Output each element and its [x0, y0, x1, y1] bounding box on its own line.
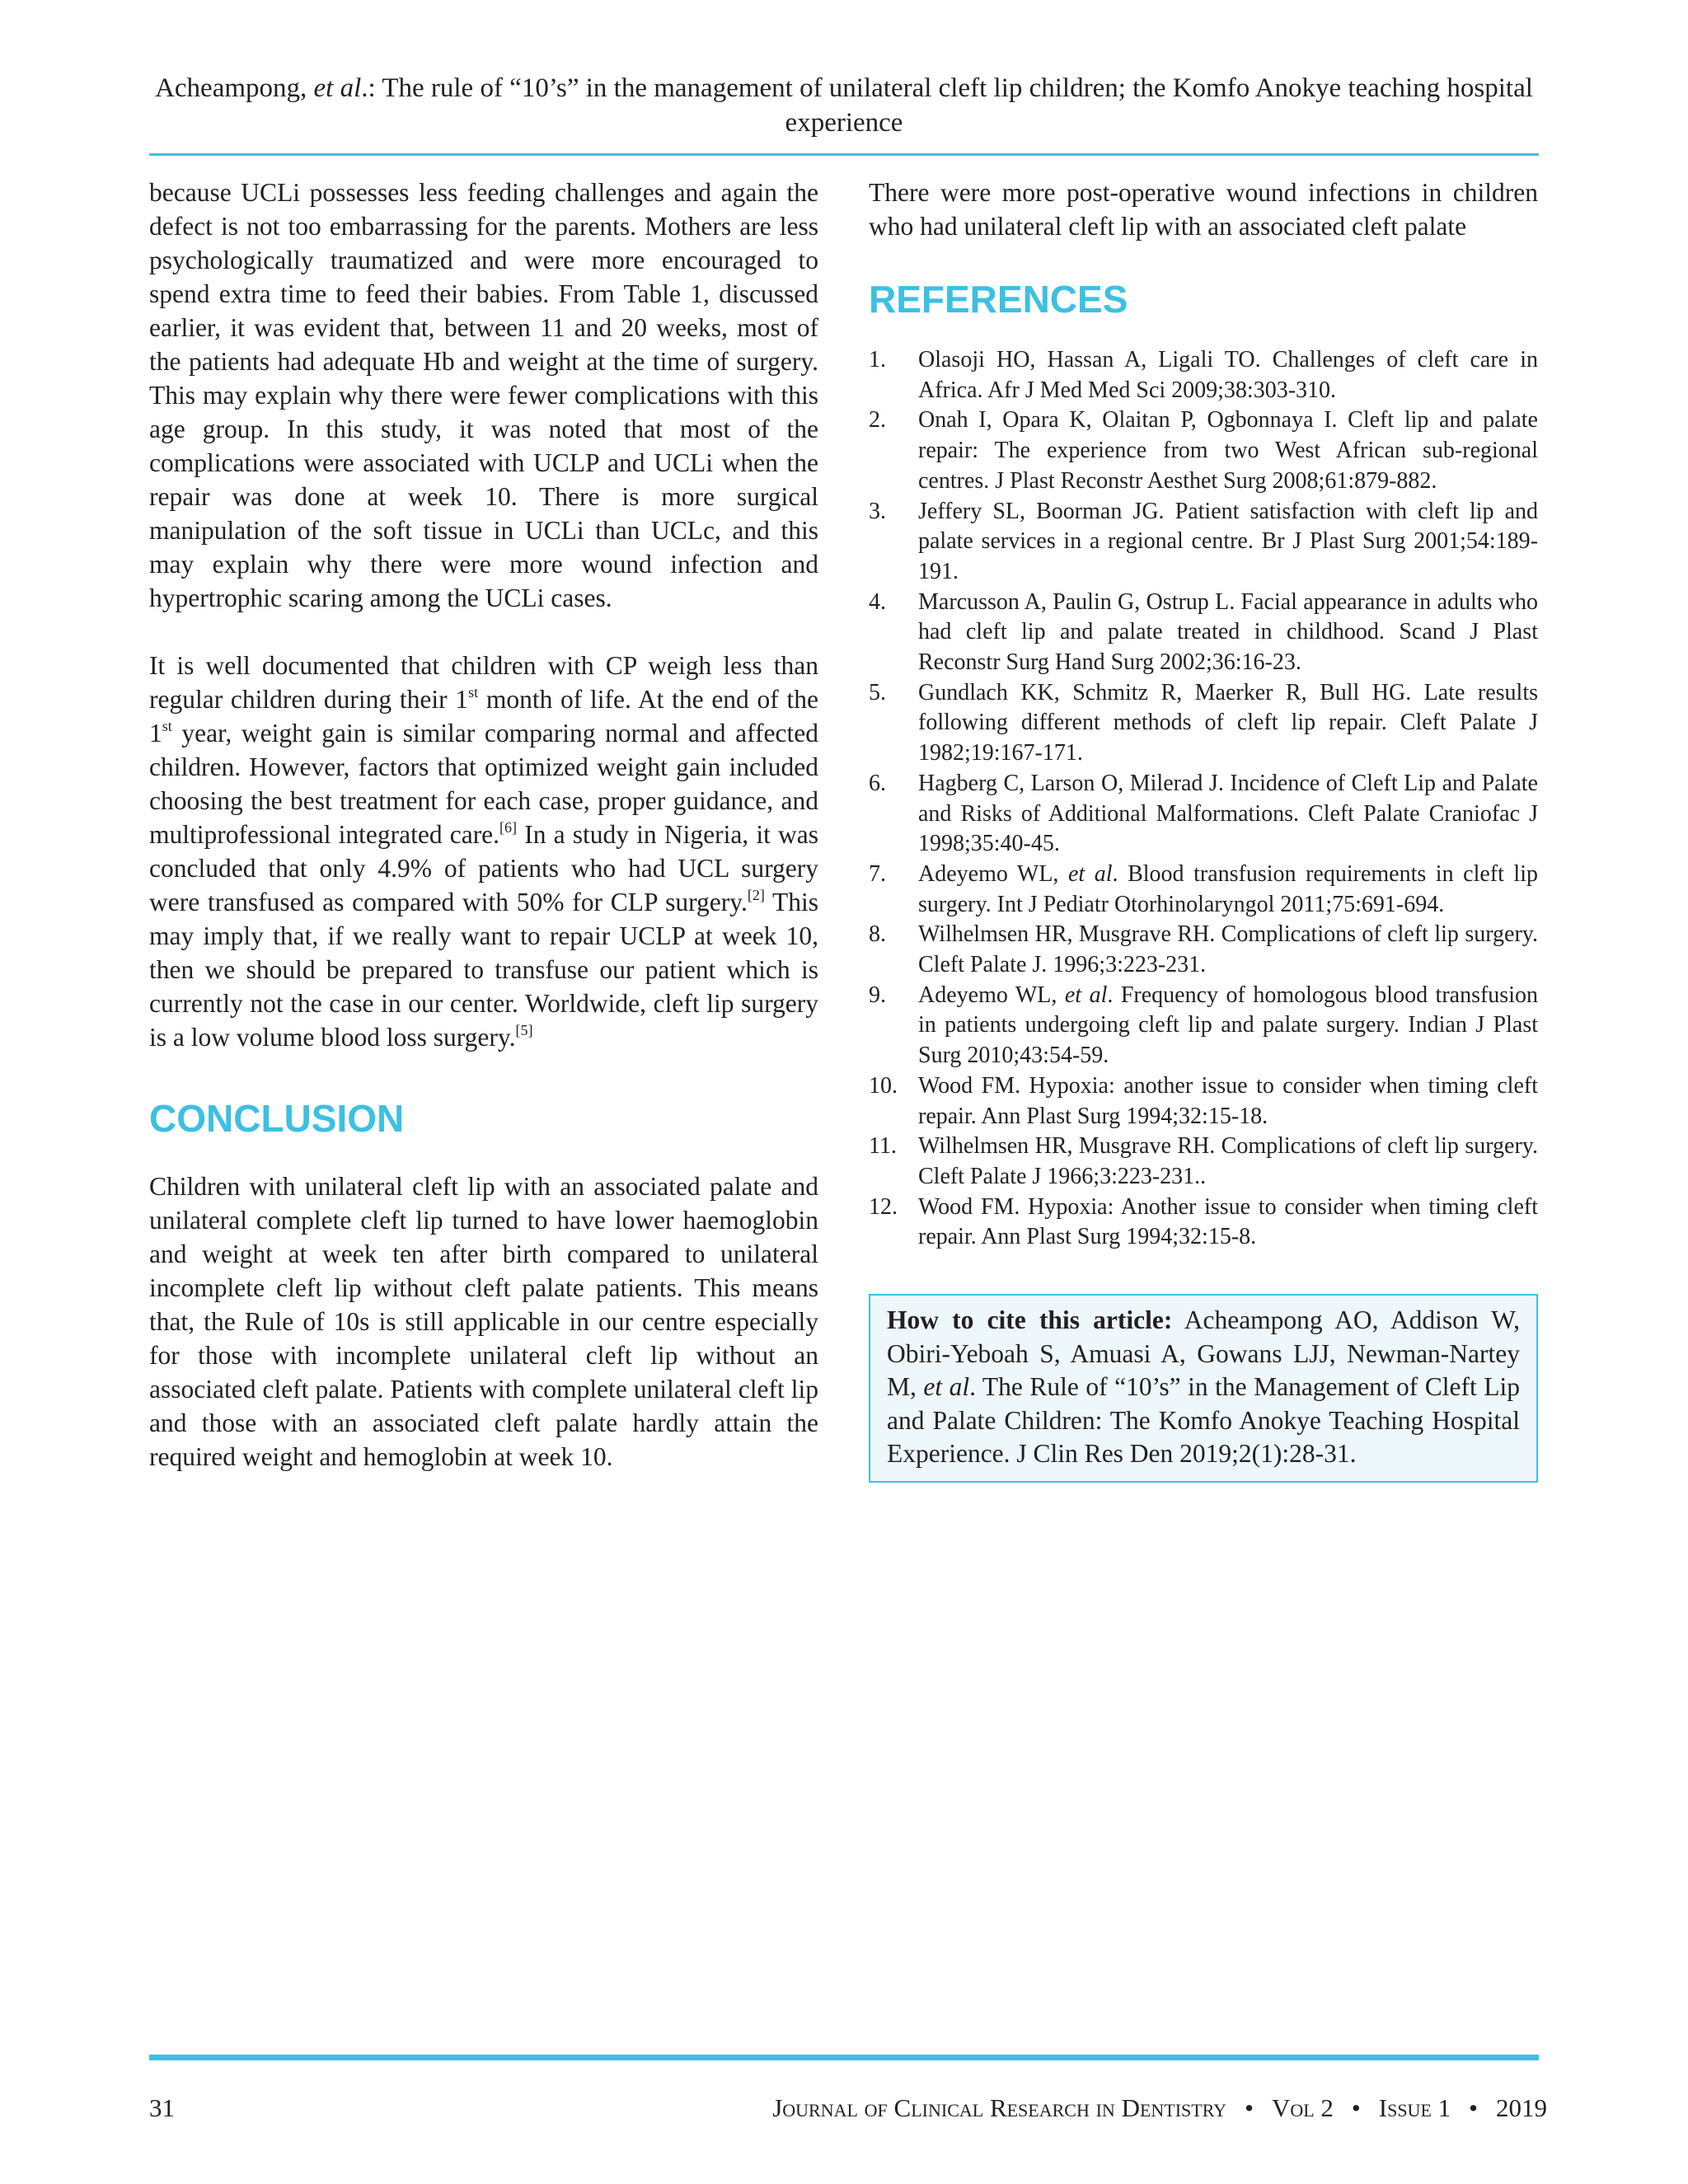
- reference-item: [869, 345, 1538, 405]
- running-head-title: .: The rule of “10’s” in the management of unilateral cleft lip children; the Komfo Anokye teaching hospital experience: [361, 73, 1533, 138]
- footer-rule: [149, 2055, 1539, 2060]
- reference-number: 10.: [869, 1072, 898, 1099]
- journal-issue: Issue 1: [1378, 2093, 1451, 2122]
- reference-body: Wilhelmsen HR, Musgrave RH. Complications of cleft lip surgery. Cleft Palate J 1966;3:223-231..: [918, 1133, 1538, 1189]
- references-heading: REFERENCES: [869, 278, 1128, 321]
- citation-marker: [5]: [515, 1021, 533, 1038]
- text-run: month of life. At the end of the 1: [149, 685, 818, 748]
- text-run: This may imply that, if we really want to repair UCLP at week 10, then we should be prepared to transfuse our patient which is currently not the case in our center. Worldwide, cleft lip surgery is a low volume blood loss surgery.: [149, 888, 819, 1052]
- reference-body: . Frequency of homologous blood transfusion in patients undergoing cleft lip and palate surgery. Indian J Plast Surg 2010;43:54-59.: [918, 982, 1538, 1069]
- running-head-authors: Acheampong,: [155, 73, 314, 103]
- journal-volume: Vol 2: [1271, 2093, 1334, 2122]
- body-paragraph-3: There were more post-operative wound infections in children who had unilateral cleft lip with an associated cleft palate: [869, 178, 1538, 241]
- reference-item: [869, 981, 1538, 1071]
- reference-number: 4.: [869, 588, 886, 615]
- reference-item: [869, 678, 1538, 769]
- footer-separator: •: [1469, 2093, 1478, 2122]
- reference-item: [869, 1132, 1538, 1192]
- running-head: [149, 71, 1539, 140]
- reference-text: [918, 405, 1538, 496]
- reference-body: Jeffery SL, Boorman JG. Patient satisfaction with cleft lip and palate services in a regional centre. Br J Plast Surg 2001;54:189-191.: [918, 498, 1538, 584]
- reference-body: Wilhelmsen HR, Musgrave RH. Complications of cleft lip surgery. Cleft Palate J. 1996;3:223-231.: [918, 921, 1538, 978]
- reference-list: [869, 345, 1538, 1253]
- citation-marker: [6]: [499, 818, 518, 836]
- left-column: [149, 176, 818, 1474]
- text-run: It is well documented that children with CP weigh less than regular children during their 1: [149, 651, 818, 714]
- reference-number: 8.: [869, 921, 886, 948]
- reference-item: [869, 405, 1538, 496]
- reference-item: [869, 588, 1538, 678]
- reference-text: [918, 860, 1538, 920]
- reference-body: Marcusson A, Paulin G, Ostrup L. Facial appearance in adults who had cleft lip and palate treated in childhood. Scand J Plast Reconstr Surg Hand Surg 2002;36:16-23.: [918, 588, 1538, 676]
- superscript: st: [162, 717, 172, 734]
- reference-text: [918, 920, 1538, 980]
- reference-text: [918, 345, 1538, 405]
- reference-text: [918, 678, 1538, 769]
- footer-separator: •: [1245, 2093, 1254, 2122]
- reference-body: Wood FM. Hypoxia: Another issue to consider when timing cleft repair. Ann Plast Surg 1994;32:15-8.: [918, 1193, 1538, 1250]
- reference-item: [869, 1071, 1538, 1132]
- body-paragraph-2: [149, 649, 818, 1054]
- reference-number: 3.: [869, 498, 886, 524]
- citation-text: . The Rule of “10’s” in the Management of Cleft Lip and Palate Children: The Komfo Anokye Teaching Hospital Experience. J Clin Res Den 2019;2(1):28-31.: [887, 1372, 1520, 1469]
- reference-body: . Blood transfusion requirements in cleft lip surgery. Int J Pediatr Otorhinolaryngol 2011;75:691-694.: [918, 860, 1538, 917]
- journal-name: Journal of Clinical Research in Dentistry: [772, 2093, 1227, 2122]
- reference-etal: et al: [1068, 860, 1113, 887]
- reference-body: Gundlach KK, Schmitz R, Maerker R, Bull HG. Late results following different methods of cleft lip repair. Cleft Palate J 1982;19:167-171.: [918, 679, 1538, 766]
- conclusion-paragraph: Children with unilateral cleft lip with an associated palate and unilateral complete cleft lip turned to have lower haemoglobin and weight at week ten after birth compared to unilateral incomplete cleft lip without cleft palate patients. This means that, the Rule of 10s is still applicable in our centre especially for those with incomplete unilateral cleft lip without an associated cleft palate. Patients with complete unilateral cleft lip and those with an associated cleft palate hardly attain the required weight and hemoglobin at week 10.: [149, 1172, 818, 1471]
- running-head-etal: et al: [313, 73, 362, 103]
- citation-marker: [2]: [747, 886, 765, 903]
- reference-authors: Adeyemo WL,: [918, 860, 1068, 887]
- citation-label: How to cite this article:: [887, 1305, 1173, 1335]
- citation-box: [869, 1294, 1538, 1483]
- reference-text: [918, 1071, 1538, 1132]
- reference-number: 11.: [869, 1133, 897, 1160]
- reference-body: Onah I, Opara K, Olaitan P, Ogbonnaya I. Cleft lip and palate repair: The experience from two West African sub-regional centres. J Plast Reconstr Aesthet Surg 2008;61:879-882.: [918, 407, 1538, 494]
- reference-text: [918, 497, 1538, 588]
- journal-year: 2019: [1496, 2093, 1547, 2122]
- reference-item: [869, 860, 1538, 920]
- reference-text: [918, 1193, 1538, 1253]
- reference-item: [869, 769, 1538, 860]
- reference-body: Olasoji HO, Hassan A, Ligali TO. Challenges of cleft care in Africa. Afr J Med Med Sci 2009;38:303-310.: [918, 347, 1538, 403]
- reference-item: [869, 920, 1538, 980]
- reference-body: Hagberg C, Larson O, Milerad J. Incidence of Cleft Lip and Palate and Risks of Additional Malformations. Cleft Palate Craniofac J 1998;35:40-45.: [918, 770, 1538, 857]
- reference-item: [869, 497, 1538, 588]
- journal-footer: [772, 2092, 1547, 2125]
- reference-body: Wood FM. Hypoxia: another issue to consider when timing cleft repair. Ann Plast Surg 1994;32:15-18.: [918, 1072, 1538, 1129]
- header-rule: [149, 153, 1539, 156]
- superscript: st: [468, 683, 479, 701]
- reference-number: 7.: [869, 860, 886, 887]
- text-run: In a study in Nigeria, it was concluded that only 4.9% of patients who had UCL surgery were transfused as compared with 50% for CLP surgery.: [149, 820, 818, 916]
- reference-number: 6.: [869, 770, 886, 796]
- reference-number: 2.: [869, 407, 886, 434]
- reference-text: [918, 588, 1538, 678]
- reference-text: [918, 769, 1538, 860]
- reference-number: 9.: [869, 982, 886, 1008]
- conclusion-heading: CONCLUSION: [149, 1097, 405, 1140]
- reference-text: [918, 981, 1538, 1071]
- reference-authors: Adeyemo WL,: [918, 982, 1065, 1008]
- citation-etal: et al: [923, 1372, 970, 1402]
- body-paragraph-1: because UCLi possesses less feeding challenges and again the defect is not too embarrassing for the parents. Mothers are less psychologically traumatized and were more encouraged to spend extra time to feed their babies. From Table 1, discussed earlier, it was evident that, between 11 and 20 weeks, most of the patients had adequate Hb and weight at the time of surgery. This may explain why there were fewer complications with this age group. In this study, it was noted that most of the complications were associated with UCLP and UCLi when the repair was done at week 10. There is more surgical manipulation of the soft tissue in UCLi than UCLc, and this may explain why there were more wound infection and hypertrophic scaring among the UCLi cases.: [149, 178, 818, 612]
- reference-number: 1.: [869, 347, 886, 373]
- right-column: [869, 176, 1538, 1483]
- footer-separator: •: [1351, 2093, 1361, 2122]
- citation-text: Acheampong AO, Addison W, Obiri-Yeboah S, Amuasi A, Gowans LJJ, Newman-Nartey M,: [887, 1305, 1520, 1402]
- reference-etal: et al: [1064, 982, 1108, 1008]
- reference-text: [918, 1132, 1538, 1192]
- reference-number: 12.: [869, 1193, 898, 1220]
- text-run: year, weight gain is similar comparing normal and affected children. However, factors that optimized weight gain included choosing the best treatment for each case, proper guidance, and multiprofessional integrated care.: [149, 719, 818, 849]
- page-number: 31: [149, 2093, 175, 2122]
- reference-number: 5.: [869, 679, 886, 705]
- reference-item: [869, 1193, 1538, 1253]
